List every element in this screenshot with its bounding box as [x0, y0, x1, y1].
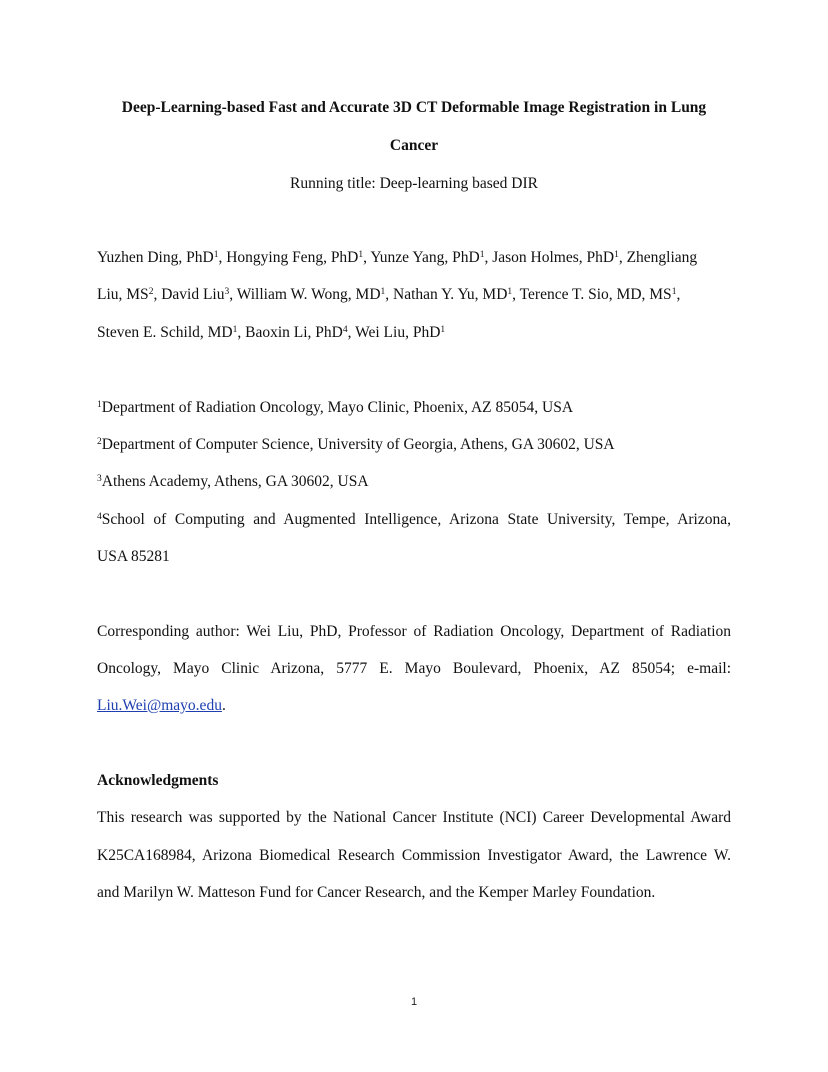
author-name: David Liu	[161, 286, 225, 303]
affiliation-text: Department of Radiation Oncology, Mayo Clinic, Phoenix, AZ 85054, USA	[101, 399, 574, 416]
author-affiliation-mark: 1	[614, 250, 619, 260]
paper-title-line-2: Cancer	[389, 137, 439, 154]
author-name: William W. Wong, MD	[236, 286, 381, 303]
affiliation-1	[97, 398, 731, 417]
email-link[interactable]: Liu.Wei@mayo.edu	[97, 697, 222, 714]
author-affiliation-mark: 1	[232, 325, 238, 335]
author-affiliation-mark: 1	[213, 250, 219, 260]
affiliation-number: 2	[97, 437, 102, 447]
author-affiliation-mark: 1	[440, 325, 446, 335]
author-affiliation-mark: 1	[671, 287, 677, 297]
affiliation-number: 4	[97, 512, 102, 522]
author-name: Baoxin Li, PhD	[245, 324, 343, 341]
author-name: Yuzhen Ding, PhD	[97, 249, 214, 266]
author-affiliation-mark: 1	[380, 287, 386, 297]
author-name: Nathan Y. Yu, MD	[393, 286, 508, 303]
author-name: Yunze Yang, PhD	[370, 249, 480, 266]
paper-title-line-1: Deep-Learning-based Fast and Accurate 3D CT Deformable Image Registration in Lung	[121, 99, 707, 116]
affiliation-text: Department of Computer Science, University of Georgia, Athens, GA 30602, USA	[101, 436, 615, 453]
author-affiliation-mark: 2	[148, 287, 154, 297]
author-line-1: Yuzhen Ding, PhD$^1$, Hongying Feng, PhD$^1$, Yunze Yang, PhD$^1$, Jason Holmes, PhD$^1$, Zhengliang	[97, 249, 698, 266]
affiliation-4-continued: USA 85281	[97, 548, 170, 565]
affiliation-2	[97, 435, 731, 454]
page-number: 1	[410, 996, 418, 1008]
affiliation-number: 3	[97, 474, 102, 484]
corresponding-author-line-3	[97, 696, 731, 715]
affiliation-number: 1	[97, 400, 102, 410]
author-line-3: Steven E. Schild, $MD^1$, Baoxin Li, PhD$^4$, Wei Liu, PhD$^1$	[97, 324, 446, 341]
author-line-2: Liu, $MS^2$, David Liu$^3$, William W. Wong, $MD^1$, Nathan Y. Yu, $MD^1$, Terence T. Sio, MD, $MS^1$,	[97, 286, 681, 303]
author-affiliation-mark: 1	[479, 250, 485, 260]
corresponding-author-line-1: Corresponding author: Wei Liu, PhD, Professor of Radiation Oncology, Department of Radiation	[97, 623, 731, 640]
author-affiliation-mark: 4	[342, 325, 348, 335]
author-affiliation-mark: 3	[224, 287, 230, 297]
author-affiliation-mark: 1	[507, 287, 513, 297]
acknowledgments-line-1: This research was supported by the National Cancer Institute (NCI) Career Developmental Award	[97, 809, 731, 826]
author-name: Jason Holmes, PhD	[492, 249, 615, 266]
author-affiliation-mark: 1	[358, 250, 364, 260]
affiliation-text: Athens Academy, Athens, GA 30602, USA	[101, 473, 369, 490]
author-name: Terence T. Sio, MD, MS	[519, 286, 672, 303]
acknowledgments-line-2: K25CA168984, Arizona Biomedical Research Commission Investigator Award, the Lawrence W.	[97, 847, 731, 864]
corresponding-author-line-2: Oncology, Mayo Clinic Arizona, 5777 E. Mayo Boulevard, Phoenix, AZ 85054; e-mail:	[97, 660, 731, 677]
acknowledgments-heading: Acknowledgments	[97, 772, 219, 789]
affiliation-4	[97, 510, 731, 529]
email-suffix: .	[221, 697, 226, 714]
author-name: Wei Liu, PhD	[355, 324, 441, 341]
affiliation-3	[97, 472, 731, 491]
author-name: Hongying Feng, PhD	[226, 249, 359, 266]
acknowledgments-line-3: and Marilyn W. Matteson Fund for Cancer Research, and the Kemper Marley Foundation.	[97, 884, 656, 901]
affiliation-text: School of Computing and Augmented Intelligence, Arizona State University, Tempe, Arizona,	[101, 511, 731, 528]
author-name: Steven E. Schild, MD	[97, 324, 233, 341]
running-title: Running title: Deep-learning based DIR	[290, 175, 538, 192]
